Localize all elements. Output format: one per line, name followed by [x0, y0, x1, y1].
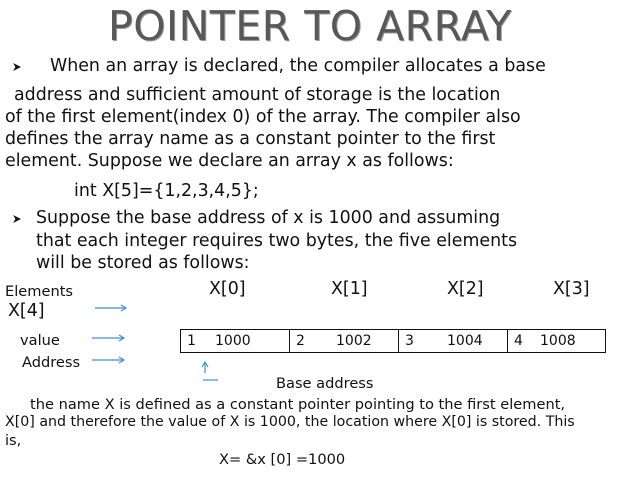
code-declaration: int X[5]={1,2,3,4,5};: [74, 181, 259, 201]
cell-address: 1004: [447, 333, 483, 349]
cell-address: 1000: [215, 333, 251, 349]
footer-line2: X[0] and therefore the value of X is 1000, the location where X[0] is stored. This: [5, 414, 575, 430]
base-address-arrow-icon: [202, 362, 218, 380]
cell-address: 1002: [336, 333, 372, 349]
header-x4: X[4]: [8, 301, 45, 321]
slide-title: POINTER TO ARRAY: [108, 2, 512, 50]
header-x0: X[0]: [209, 279, 246, 299]
cell-value: 3: [405, 333, 414, 349]
para2-line2: that each integer requires two bytes, the five elements: [36, 231, 518, 251]
para1-line5: element. Suppose we declare an array x as follows:: [5, 151, 454, 171]
para2-line3: will be stored as follows:: [36, 253, 250, 273]
elements-arrow-icon: [95, 305, 126, 311]
header-x2: X[2]: [447, 279, 484, 299]
memory-row: [181, 330, 606, 353]
value-label: value: [20, 332, 60, 349]
address-arrow-icon: [92, 357, 124, 363]
address-label: Address: [22, 354, 81, 371]
para1-line2: address and sufficient amount of storage is the location: [14, 85, 501, 105]
value-arrow-icon: [92, 335, 124, 341]
cell-value: 4: [514, 333, 523, 349]
para1-line4: defines the array name as a constant pointer to the first: [5, 129, 496, 149]
cell-value: 1: [187, 333, 196, 349]
para1-line3: of the first element(index 0) of the array. The compiler also: [5, 107, 521, 127]
header-x3: X[3]: [553, 279, 590, 299]
memory-cell: [508, 330, 606, 353]
para1-line1: When an array is declared, the compiler allocates a base: [50, 56, 546, 76]
memory-cell: [181, 330, 290, 353]
memory-layout-table: [180, 329, 606, 353]
memory-cell: [290, 330, 399, 353]
header-x1: X[1]: [331, 279, 368, 299]
footer-line1: the name X is defined as a constant pointer pointing to the first element,: [30, 396, 566, 413]
pointer-expression: X= &x [0] =1000: [219, 451, 346, 468]
base-address-label: Base address: [276, 375, 374, 392]
para2-line1: Suppose the base address of x is 1000 and assuming: [36, 208, 501, 228]
memory-cell: [399, 330, 508, 353]
cell-address: 1008: [540, 333, 576, 349]
footer-line3: is,: [5, 432, 22, 449]
elements-label: Elements: [5, 283, 74, 300]
cell-value: 2: [296, 333, 305, 349]
